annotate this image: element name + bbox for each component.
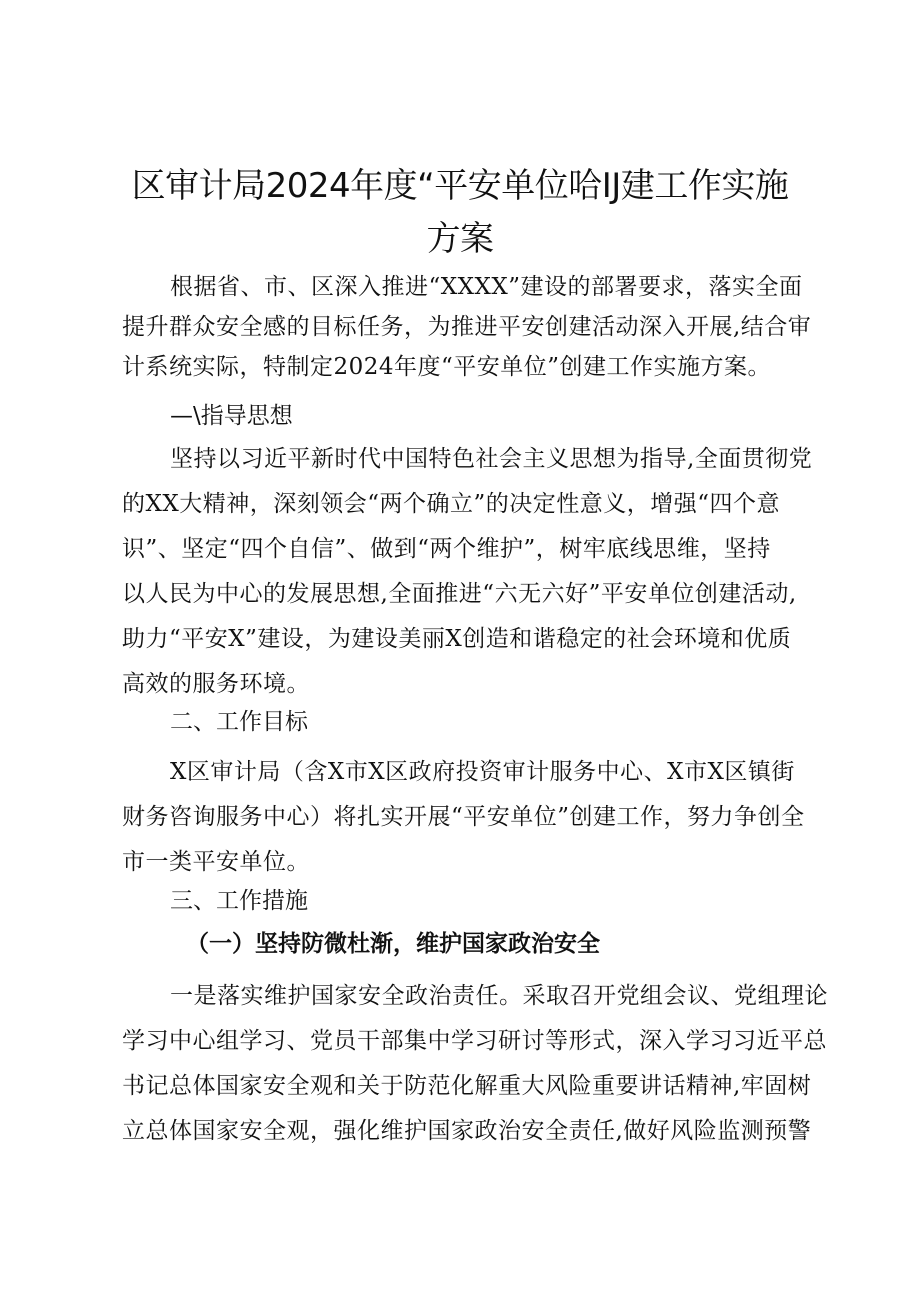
section1-line: 助力“平安X”建设，为建设美丽X创造和谐稳定的社会环境和优质 xyxy=(122,626,792,652)
section-heading-work-measures: 三、工作措施 xyxy=(170,888,308,914)
intro-line: 计系统实际，特制定2024年度“平安单位”创建工作实施方案。 xyxy=(122,354,772,380)
section3-line: 学习中心组学习、党员干部集中学习研讨等形式，深入学习习近平总 xyxy=(122,1028,827,1054)
section3-line: 书记总体国家安全观和关于防范化解重大风险重要讲话精神,牢固树 xyxy=(122,1073,812,1099)
subsection-heading-political-security: （一）坚持防微杜渐，维护国家政治安全 xyxy=(186,931,600,957)
section2-line: 市一类平安单位。 xyxy=(122,849,310,875)
section3-line: 立总体国家安全观，强化维护国家政治安全责任,做好风险监测预警 xyxy=(122,1118,812,1144)
section-heading-work-goals: 二、工作目标 xyxy=(170,709,308,735)
section3-line: 一是落实维护国家安全政治责任。采取召开党组会议、党组理论 xyxy=(170,983,828,1009)
document-title-line-2: 方案 xyxy=(426,219,494,259)
intro-line: 根据省、市、区深入推进“XXXX”建设的部署要求，落实全面 xyxy=(170,274,803,300)
section1-line: 的XX大精神，深刻领会“两个确立”的决定性意义，增强“四个意 xyxy=(122,491,781,517)
section2-line: 财务咨询服务中心）将扎实开展“平安单位”创建工作，努力争创全 xyxy=(122,804,805,830)
section2-line: X区审计局（含X市X区政府投资审计服务中心、X市X区镇街 xyxy=(170,759,795,785)
section-heading-guiding-ideology: —\指导思想 xyxy=(170,403,293,429)
section1-line: 坚持以习近平新时代中国特色社会主义思想为指导,全面贯彻党 xyxy=(170,446,813,472)
section1-line: 识”、坚定“四个自信”、做到“两个维护”，树牢底线思维，坚持 xyxy=(122,536,771,562)
document-title-line-1: 区审计局2024年度“平安单位哈IJ建工作实施 xyxy=(131,166,789,206)
intro-line: 提升群众安全感的目标任务，为推进平安创建活动深入开展,结合审 xyxy=(122,314,812,340)
section1-line: 高效的服务环境。 xyxy=(122,671,310,697)
section1-line: 以人民为中心的发展思想,全面推进“六无六好”平安单位创建活动, xyxy=(122,581,797,607)
